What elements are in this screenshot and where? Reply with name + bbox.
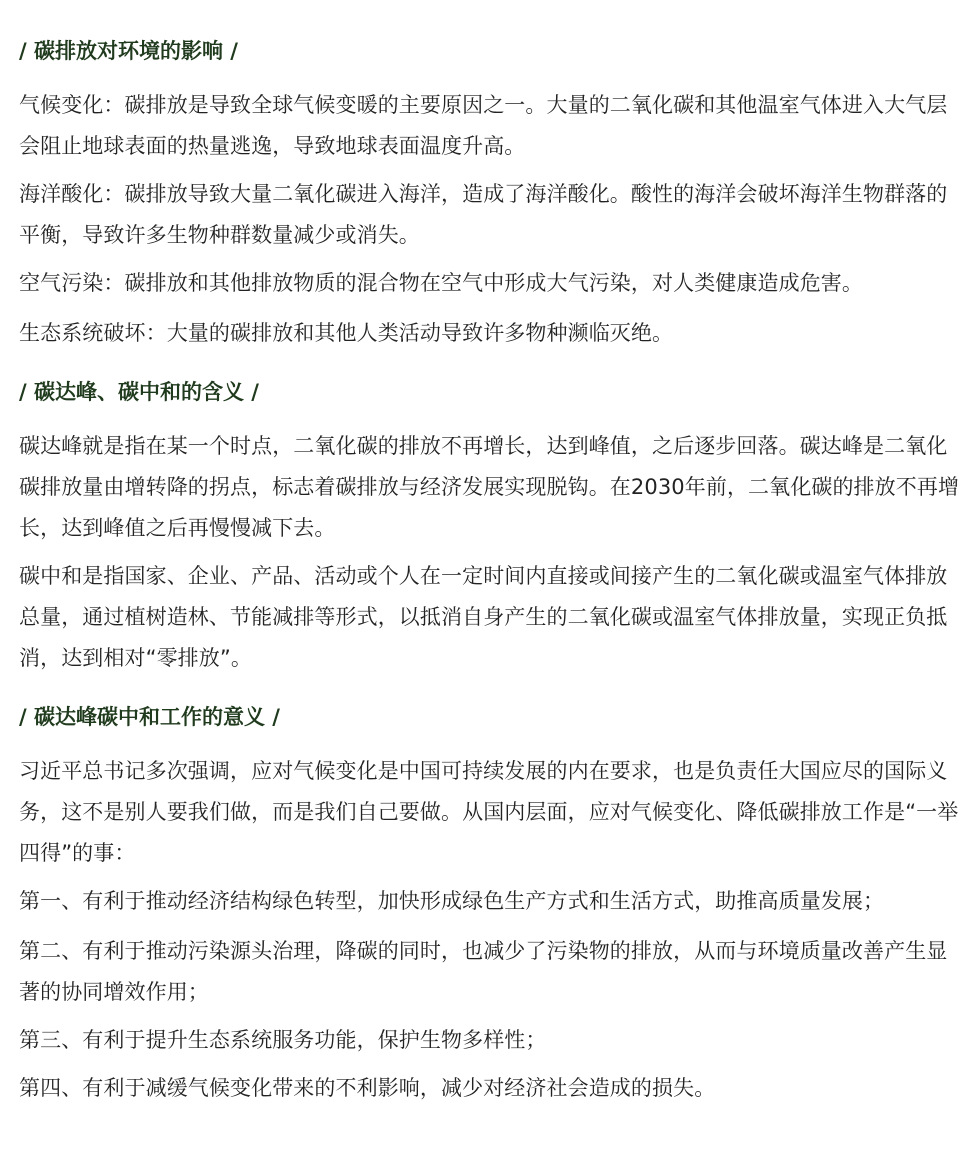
paragraph-ocean-acidification: 海洋酸化：碳排放导致大量二氧化碳进入海洋，造成了海洋酸化。酸性的海洋会破坏海洋生物群落的平衡，导致许多生物种群数量减少或消失。 [19,182,948,247]
paragraph-air-pollution: 空气污染：碳排放和其他排放物质的混合物在空气中形成大气污染，对人类健康造成危害。 [19,271,863,295]
section-heading-environment-impact: / 碳排放对环境的影响 / [19,39,238,63]
paragraph-xi-remarks: 习近平总书记多次强调，应对气候变化是中国可持续发展的内在要求，也是负责任大国应尽的国际义务，这不是别人要我们做，而是我们自己要做。从国内层面，应对气候变化、降低碳排放工作是“一举四得”的事： [19,759,959,865]
section-heading-significance: / 碳达峰碳中和工作的意义 / [19,705,280,729]
paragraph-carbon-neutral: 碳中和是指国家、企业、产品、活动或个人在一定时间内直接或间接产生的二氧化碳或温室气体排放总量，通过植树造林、节能减排等形式，以抵消自身产生的二氧化碳或温室气体排放量，实现正负抵消，达到相对“零排放”。 [19,564,948,670]
paragraph-ecosystem-damage: 生态系统破坏：大量的碳排放和其他人类活动导致许多物种濒临灭绝。 [19,321,674,345]
paragraph-climate-change: 气候变化：碳排放是导致全球气候变暖的主要原因之一。大量的二氧化碳和其他温室气体进入大气层会阻止地球表面的热量逃逸，导致地球表面温度升高。 [19,93,948,158]
paragraph-point-two: 第二、有利于推动污染源头治理，降碳的同时，也减少了污染物的排放，从而与环境质量改善产生显著的协同增效作用； [19,939,948,1004]
paragraph-point-three: 第三、有利于提升生态系统服务功能，保护生物多样性； [19,1028,547,1052]
paragraph-point-one: 第一、有利于推动经济结构绿色转型，加快形成绿色生产方式和生活方式，助推高质量发展； [19,889,885,913]
section-heading-meaning: / 碳达峰、碳中和的含义 / [19,380,259,404]
paragraph-point-four: 第四、有利于减缓气候变化带来的不利影响，减少对经济社会造成的损失。 [19,1076,716,1100]
paragraph-carbon-peak: 碳达峰就是指在某一个时点，二氧化碳的排放不再增长，达到峰值，之后逐步回落。碳达峰是二氧化碳排放量由增转降的拐点，标志着碳排放与经济发展实现脱钩。在2030年前，二氧化碳的排放不再增长，达到峰值之后再慢慢减下去。 [19,434,960,540]
